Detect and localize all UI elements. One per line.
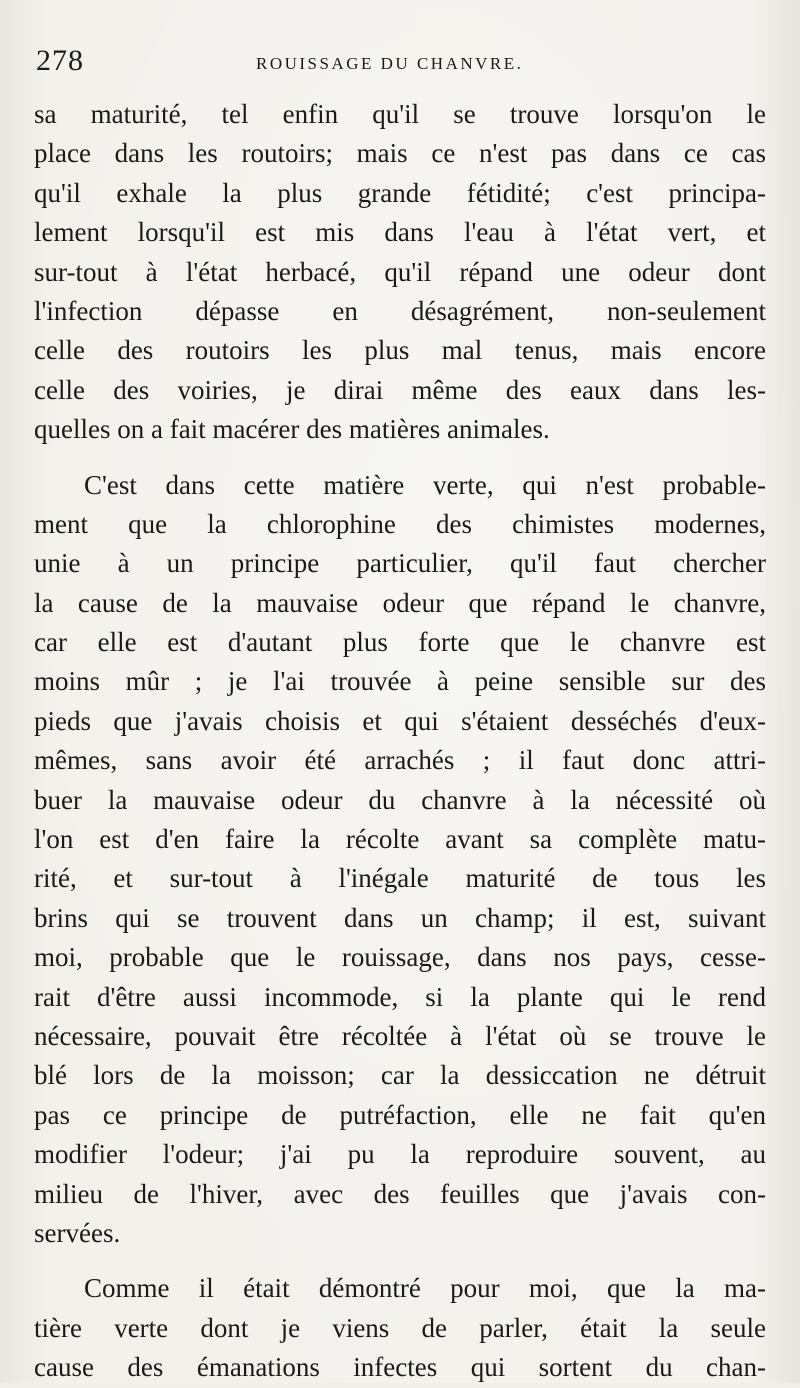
text-line: brins qui se trouvent dans un champ; il est, suivant	[34, 902, 766, 933]
text-line: car elle est d'autant plus forte que le chanvre est	[34, 627, 766, 658]
text-line: quelles on a fait macérer des matières animales.	[34, 414, 550, 445]
text-line: ment que la chlorophine des chimistes modernes,	[34, 508, 766, 539]
paragraph	[34, 1269, 766, 1387]
text-line: sa maturité, tel enfin qu'il se trouve lorsqu'on le	[34, 99, 766, 129]
text-line: C'est dans cette matière verte, qui n'est probable-	[84, 469, 766, 500]
body-text	[34, 95, 766, 1388]
paragraph-gap	[34, 1253, 766, 1269]
text-line: cause des émanations infectes qui sortent du chan-	[34, 1352, 766, 1383]
text-line: blé lors de la moisson; car la dessiccation ne détruit	[34, 1060, 766, 1091]
text-line: servées.	[34, 1217, 121, 1248]
text-line: l'infection dépasse en désagrément, non-seulement	[34, 295, 766, 326]
text-line: place dans les routoirs; mais ce n'est pas dans ce cas	[34, 138, 766, 169]
text-line: milieu de l'hiver, avec des feuilles que j'avais con-	[34, 1178, 766, 1209]
page-header	[36, 44, 766, 84]
text-line: lement lorsqu'il est mis dans l'eau à l'état vert, et	[34, 217, 766, 248]
text-line: tière verte dont je viens de parler, était la seule	[34, 1312, 766, 1343]
text-line: rait d'être aussi incommode, si la plante qui le rend	[34, 981, 766, 1012]
paragraph	[34, 95, 766, 450]
text-line: moi, probable que le rouissage, dans nos pays, cesse-	[34, 942, 766, 973]
text-line: qu'il exhale la plus grande fétidité; c'est principa-	[34, 177, 766, 208]
text-line: moins mûr ; je l'ai trouvée à peine sensible sur des	[34, 666, 766, 697]
text-line: rité, et sur-tout à l'inégale maturité de tous les	[34, 863, 766, 894]
text-line: celle des routoirs les plus mal tenus, mais encore	[34, 335, 766, 366]
text-line: celle des voiries, je dirai même des eaux dans les-	[34, 374, 766, 405]
page-number: 278	[36, 44, 84, 77]
text-line: pas ce principe de putréfaction, elle ne fait qu'en	[34, 1099, 766, 1130]
text-line: sur-tout à l'état herbacé, qu'il répand une odeur dont	[34, 256, 766, 287]
paragraph	[34, 466, 766, 1254]
text-line: unie à un principe particulier, qu'il faut chercher	[34, 548, 766, 579]
text-line: nécessaire, pouvait être récoltée à l'état où se trouve le	[34, 1020, 766, 1051]
running-head: ROUISSAGE DU CHANVRE.	[256, 54, 524, 73]
text-line: la cause de la mauvaise odeur que répand le chanvre,	[34, 587, 766, 618]
text-line: Comme il était démontré pour moi, que la ma-	[84, 1273, 766, 1304]
text-line: pieds que j'avais choisis et qui s'étaient desséchés d'eux-	[34, 705, 766, 736]
paragraph-gap	[34, 450, 766, 466]
text-line: modifier l'odeur; j'ai pu la reproduire souvent, au	[34, 1139, 766, 1170]
text-line: buer la mauvaise odeur du chanvre à la nécessité où	[34, 784, 766, 815]
text-line: l'on est d'en faire la récolte avant sa complète matu-	[34, 824, 766, 855]
text-line: mêmes, sans avoir été arrachés ; il faut donc attri-	[34, 745, 766, 776]
